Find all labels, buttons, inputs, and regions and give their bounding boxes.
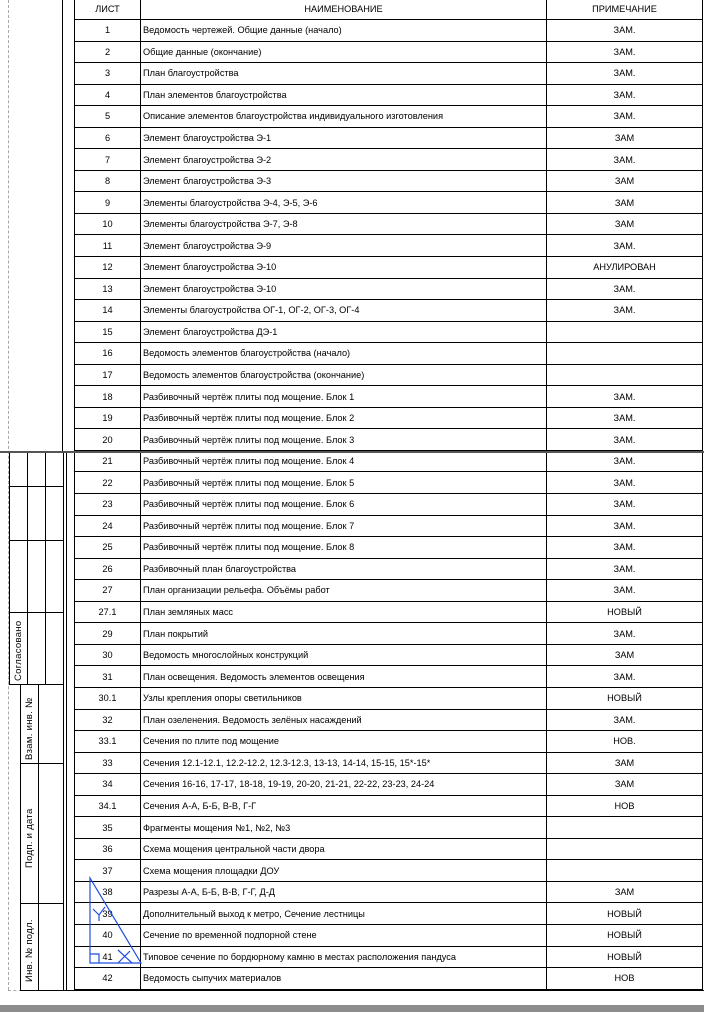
sheet-note-cell: НОВЫЙ [547, 687, 703, 709]
sheet-name-cell: Элемент благоустройства Э-3 [141, 170, 547, 192]
sheet-note-cell: ЗАМ [547, 213, 703, 235]
sheet-name-cell: План покрытий [141, 623, 547, 645]
sheet-number-cell: 32 [75, 709, 141, 731]
sheet-note-cell: ЗАМ. [547, 666, 703, 688]
sheet-note-cell: ЗАМ [547, 752, 703, 774]
sheet-name-cell: Ведомость элементов благоустройства (начало) [141, 343, 547, 365]
sheet-number-cell: 20 [75, 429, 141, 451]
sheet-name-cell: Разбивочный чертёж плиты под мощение. Блок 8 [141, 537, 547, 559]
sheet-name-cell: Элемент благоустройства Э-2 [141, 149, 547, 171]
triangle-outline [90, 878, 141, 963]
sheet-note-cell: НОВ [547, 795, 703, 817]
sheet-note-cell: ЗАМ. [547, 709, 703, 731]
sheet-name-cell: Элемент благоустройства ДЭ-1 [141, 321, 547, 343]
stamp-signature-date-label: Подп. и дата [24, 808, 35, 868]
sheet-note-cell: ЗАМ [547, 170, 703, 192]
sheet-name-cell: Дополнительный выход к метро, Сечение лестницы [141, 903, 547, 925]
sheet-number-cell: 31 [75, 666, 141, 688]
sheet-number-cell: 42 [75, 968, 141, 990]
sheet-number-cell: 30 [75, 644, 141, 666]
sheet-note-cell: НОВ. [547, 731, 703, 753]
sheet-number-cell: 27 [75, 580, 141, 602]
stamp-replacement-inv-label: Взам. инв. № [24, 697, 35, 760]
sheet-name-cell: Разбивочный чертёж плиты под мощение. Блок 5 [141, 472, 547, 494]
sheet-note-cell: ЗАМ. [547, 580, 703, 602]
sheet-number-cell: 37 [75, 860, 141, 882]
sheet-note-cell: ЗАМ. [547, 450, 703, 472]
sheet-name-cell: Ведомость сыпучих материалов [141, 968, 547, 990]
sheet-name-cell: План земляных масс [141, 601, 547, 623]
sheet-note-cell: ЗАМ [547, 644, 703, 666]
sheet-number-cell: 18 [75, 386, 141, 408]
sheet-name-cell: План организации рельефа. Объёмы работ [141, 580, 547, 602]
sheet-number-cell: 6 [75, 127, 141, 149]
sheet-name-cell: Разбивочный чертёж плиты под мощение. Блок 2 [141, 407, 547, 429]
sheet-note-cell: ЗАМ. [547, 494, 703, 516]
sheet-number-cell: 8 [75, 170, 141, 192]
sheet-number-cell: 30.1 [75, 687, 141, 709]
sheet-name-cell: План благоустройства [141, 63, 547, 85]
sheet-note-cell: НОВЫЙ [547, 946, 703, 968]
sheet-number-cell: 33 [75, 752, 141, 774]
sheet-note-cell: ЗАМ. [547, 558, 703, 580]
sheet-name-cell: Фрагменты мощения №1, №2, №3 [141, 817, 547, 839]
sheet-name-cell: Разбивочный чертёж плиты под мощение. Блок 6 [141, 494, 547, 516]
sheet-note-cell: ЗАМ. [547, 515, 703, 537]
sheet-note-cell: ЗАМ. [547, 537, 703, 559]
sheet-name-cell: Элементы благоустройства Э-7, Э-8 [141, 213, 547, 235]
sheet-number-cell: 9 [75, 192, 141, 214]
header-name: НАИМЕНОВАНИЕ [141, 0, 547, 20]
sheet-number-cell: 34 [75, 774, 141, 796]
sheet-number-cell: 35 [75, 817, 141, 839]
sheet-number-cell: 34.1 [75, 795, 141, 817]
sheet-number-cell: 16 [75, 343, 141, 365]
sheet-name-cell: Разбивочный чертёж плиты под мощение. Блок 7 [141, 515, 547, 537]
sheet-number-cell: 14 [75, 300, 141, 322]
sheet-note-cell: ЗАМ. [547, 63, 703, 85]
sheet-name-cell: Ведомость чертежей. Общие данные (начало) [141, 20, 547, 42]
annotation-group [90, 878, 141, 963]
sheet-number-cell: 23 [75, 494, 141, 516]
sheet-name-cell: Описание элементов благоустройства индивидуального изготовления [141, 106, 547, 128]
sheet-name-cell: Разбивочный чертёж плиты под мощение. Блок 4 [141, 450, 547, 472]
angle-mark-bottom [118, 950, 132, 963]
sheet-name-cell: Сечение по временной подпорной стене [141, 924, 547, 946]
sheet-note-cell: ЗАМ. [547, 278, 703, 300]
sheet-name-cell: Типовое сечение по бордюрному камню в местах расположения пандуса [141, 946, 547, 968]
sheet-note-cell: ЗАМ. [547, 235, 703, 257]
sheet-note-cell: АНУЛИРОВАН [547, 257, 703, 279]
sheet-note-cell: ЗАМ. [547, 41, 703, 63]
stamp-agreed-label: Согласовано [13, 620, 24, 681]
sheet-number-cell: 15 [75, 321, 141, 343]
sheet-note-cell: ЗАМ. [547, 407, 703, 429]
sheet-note-cell: НОВЫЙ [547, 601, 703, 623]
sheet-number-cell: 21 [75, 450, 141, 472]
right-angle-mark [90, 954, 99, 963]
sheet-number-cell: 5 [75, 106, 141, 128]
sheet-name-cell: Элементы благоустройства Э-4, Э-5, Э-6 [141, 192, 547, 214]
sheet-note-cell: НОВЫЙ [547, 924, 703, 946]
sheet-name-cell: Элемент благоустройства Э-9 [141, 235, 547, 257]
sheet-number-cell: 24 [75, 515, 141, 537]
sheet-name-cell: Узлы крепления опоры светильников [141, 687, 547, 709]
sheet-name-cell: Элементы благоустройства ОГ-1, ОГ-2, ОГ-3, ОГ-4 [141, 300, 547, 322]
sheet-name-cell: План освещения. Ведомость элементов освещения [141, 666, 547, 688]
sheet-name-cell: Разрезы А-А, Б-Б, В-В, Г-Г, Д-Д [141, 881, 547, 903]
angle-mark-top [93, 907, 105, 921]
sheet-name-cell: Элемент благоустройства Э-1 [141, 127, 547, 149]
sheet-name-cell: Общие данные (окончание) [141, 41, 547, 63]
sheet-name-cell: Схема мощения площадки ДОУ [141, 860, 547, 882]
sheet-name-cell: План озеленения. Ведомость зелёных насаждений [141, 709, 547, 731]
stamp-original-inv-label: Инв. № подл. [24, 919, 35, 982]
sheet-note-cell: ЗАМ. [547, 386, 703, 408]
sheet-number-cell: 41 [75, 946, 141, 968]
sheet-name-cell: Сечения по плите под мощение [141, 731, 547, 753]
sheet-number-cell: 26 [75, 558, 141, 580]
sheet-name-cell: Элемент благоустройства Э-10 [141, 278, 547, 300]
sheet-number-cell: 25 [75, 537, 141, 559]
sheet-number-cell: 12 [75, 257, 141, 279]
bottom-scroll-bar[interactable] [0, 1005, 704, 1012]
sheet-number-cell: 19 [75, 407, 141, 429]
sheet-note-cell: ЗАМ. [547, 84, 703, 106]
sheet-number-cell: 13 [75, 278, 141, 300]
sheet-note-cell: ЗАМ. [547, 20, 703, 42]
sheet-note-cell: ЗАМ [547, 881, 703, 903]
sheet-number-cell: 36 [75, 838, 141, 860]
sheet-number-cell: 17 [75, 364, 141, 386]
sheet-name-cell: Элемент благоустройства Э-10 [141, 257, 547, 279]
sheet-number-cell: 10 [75, 213, 141, 235]
sheet-note-cell: ЗАМ [547, 774, 703, 796]
sheet-number-cell: 29 [75, 623, 141, 645]
sheet-number-cell: 3 [75, 63, 141, 85]
sheet-note-cell: ЗАМ [547, 192, 703, 214]
sheet-number-cell: 38 [75, 881, 141, 903]
sheet-note-cell: ЗАМ. [547, 149, 703, 171]
sheet-number-cell: 33.1 [75, 731, 141, 753]
sheet-number-cell: 39 [75, 903, 141, 925]
sheet-name-cell: Ведомость многослойных конструкций [141, 644, 547, 666]
header-note: ПРИМЕЧАНИЕ [547, 0, 703, 20]
sheet-note-cell: ЗАМ. [547, 472, 703, 494]
sheet-name-cell: Сечения 16-16, 17-17, 18-18, 19-19, 20-20, 21-21, 22-22, 23-23, 24-24 [141, 774, 547, 796]
sheet-note-cell: НОВ [547, 968, 703, 990]
sheet-number-cell: 27.1 [75, 601, 141, 623]
sheet-name-cell: План элементов благоустройства [141, 84, 547, 106]
sheet-name-cell: Разбивочный чертёж плиты под мощение. Блок 3 [141, 429, 547, 451]
sheet-number-cell: 4 [75, 84, 141, 106]
sheet-number-cell: 1 [75, 20, 141, 42]
sheet-number-cell: 22 [75, 472, 141, 494]
sheet-note-cell: ЗАМ. [547, 106, 703, 128]
sheet-note-cell: ЗАМ. [547, 429, 703, 451]
sheet-number-cell: 11 [75, 235, 141, 257]
sheet-note-cell: ЗАМ. [547, 623, 703, 645]
sheet-number-cell: 7 [75, 149, 141, 171]
header-sheet: ЛИСТ [75, 0, 141, 20]
sheet-name-cell: Ведомость элементов благоустройства (окончание) [141, 364, 547, 386]
sheet-number-cell: 2 [75, 41, 141, 63]
sheet-name-cell: Схема мощения центральной части двора [141, 838, 547, 860]
sheet-note-cell: ЗАМ [547, 127, 703, 149]
sheet-note-cell: ЗАМ. [547, 300, 703, 322]
sheet-name-cell: Сечения 12.1-12.1, 12.2-12.2, 12.3-12.3, 13-13, 14-14, 15-15, 15*-15* [141, 752, 547, 774]
sheet-name-cell: Разбивочный чертёж плиты под мощение. Блок 1 [141, 386, 547, 408]
sheet-name-cell: Сечения А-А, Б-Б, В-В, Г-Г [141, 795, 547, 817]
sheet-note-cell: НОВЫЙ [547, 903, 703, 925]
sheet-number-cell: 40 [75, 924, 141, 946]
sheet-name-cell: Разбивочный план благоустройства [141, 558, 547, 580]
